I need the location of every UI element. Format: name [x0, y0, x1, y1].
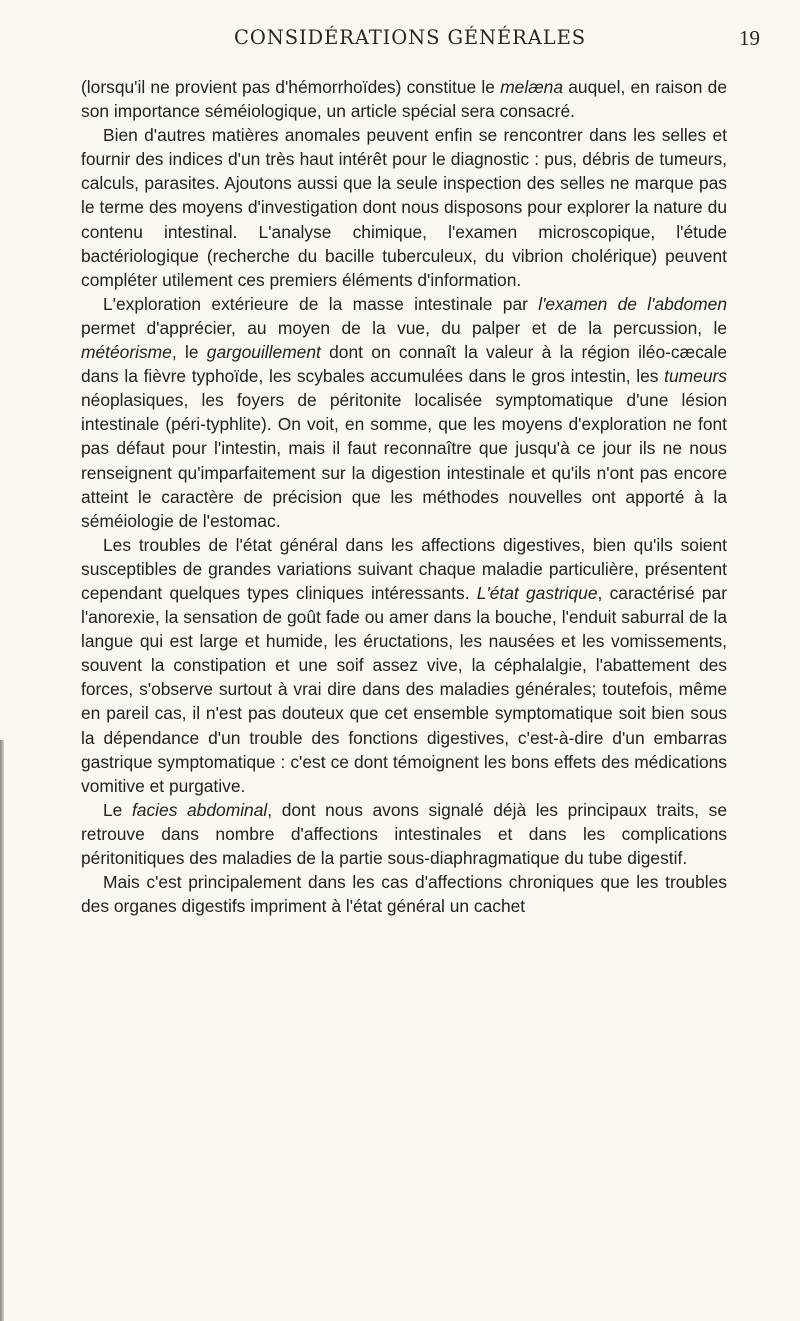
text-run: , dont nous avons signalé déjà les principaux traits, se retrouve dans nombre d'affections intestinales et dans les complications péritonitiques des maladies de la partie sous-diaphragmatique du tube digestif.	[81, 799, 727, 868]
text-run: , le	[171, 342, 207, 363]
paragraph	[81, 870, 727, 918]
text-run: néoplasiques, les foyers de péritonite localisée symptomatique d'une lésion intestinale (péri-typhlite). On voit, en somme, que les moyens d'exploration ne font pas défaut pour l'intestin, mais il faut reconnaître que jusqu'à ce jour ils ne nous renseignent qu'imparfaitement sur la digestion intestinale et qu'ils n'ont pas encore atteint le caractère de précision que les méthodes nouvelles ont apporté à la séméiologie de l'estomac.	[81, 390, 727, 531]
running-head: CONSIDÉRATIONS GÉNÉRALES	[234, 26, 586, 49]
paragraph	[81, 75, 727, 123]
body-text	[81, 75, 727, 918]
text-run: (lorsqu'il ne provient pas d'hémorrhoïdes) constitue le	[81, 77, 501, 97]
text-run: , caractérisé par l'anorexie, la sensation de goût fade ou amer dans la bouche, l'enduit saburral de la langue qui est large et humide, les éructations, les nausées et les vomissements, souvent la constipation et une soif assez vive, la céphalalgie, l'abattement des forces, s'observe surtout à vrai dire dans des maladies générales; toutefois, même en pareil cas, il n'est pas douteux que cet ensemble symptomatique soit bien sous la dépendance d'un trouble des fonctions digestives, c'est-à-dire d'un embarras gastrique symptomatique : c'est ce dont témoignent les bons effets des médications vomitive et purgative.	[81, 582, 727, 796]
paragraph	[81, 123, 727, 292]
text-run: L'exploration extérieure de la masse intestinale par	[103, 293, 539, 314]
italic-term: tumeurs	[664, 366, 727, 387]
italic-term: L'état gastrique	[476, 582, 598, 603]
text-run: dont on connaît la valeur à la région iléo-cæcale dans la fièvre typhoïde, les scybales accumulées dans le gros intestin, les	[81, 342, 727, 387]
text-run: Les troubles de l'état général dans les affections digestives, bien qu'ils soient susceptibles de grandes variations suivant chaque maladie particulière, présentent cependant quelques types cliniques intéressants.	[81, 534, 727, 603]
page-header	[60, 26, 760, 58]
paragraph	[81, 292, 727, 533]
page-edge-shadow	[0, 740, 4, 1321]
italic-term: l'examen de l'abdomen	[538, 293, 727, 314]
italic-term: melæna	[500, 77, 564, 97]
italic-term: facies abdominal	[131, 799, 268, 820]
text-run: permet d'apprécier, au moyen de la vue, du palper et de la percussion, le	[81, 317, 727, 338]
page-number: 19	[739, 26, 760, 50]
text-run: Le	[103, 799, 132, 820]
paragraph	[81, 798, 727, 870]
text-run: Mais c'est principalement dans les cas d'affections chroniques que les troubles des organes digestifs impriment à l'état général un cachet	[81, 872, 727, 917]
italic-term: gargouillement	[206, 342, 321, 363]
italic-term: météorisme	[81, 342, 172, 363]
text-run: auquel, en raison de son importance séméiologique, un article spécial sera consacré.	[81, 77, 727, 122]
text-run: Bien d'autres matières anomales peuvent enfin se rencontrer dans les selles et fournir des indices d'un très haut intérêt pour le diagnostic : pus, débris de tumeurs, calculs, parasites. Ajoutons aussi que la seule inspection des selles ne marque pas le terme des moyens d'investigation dont nous disposons pour explorer la nature du contenu intestinal. L'analyse chimique, l'examen microscopique, l'étude bactériologique (recherche du bacille tuberculeux, du vibrion cholérique) peuvent compléter utilement ces premiers éléments d'information.	[81, 125, 727, 290]
paragraph	[81, 533, 727, 798]
